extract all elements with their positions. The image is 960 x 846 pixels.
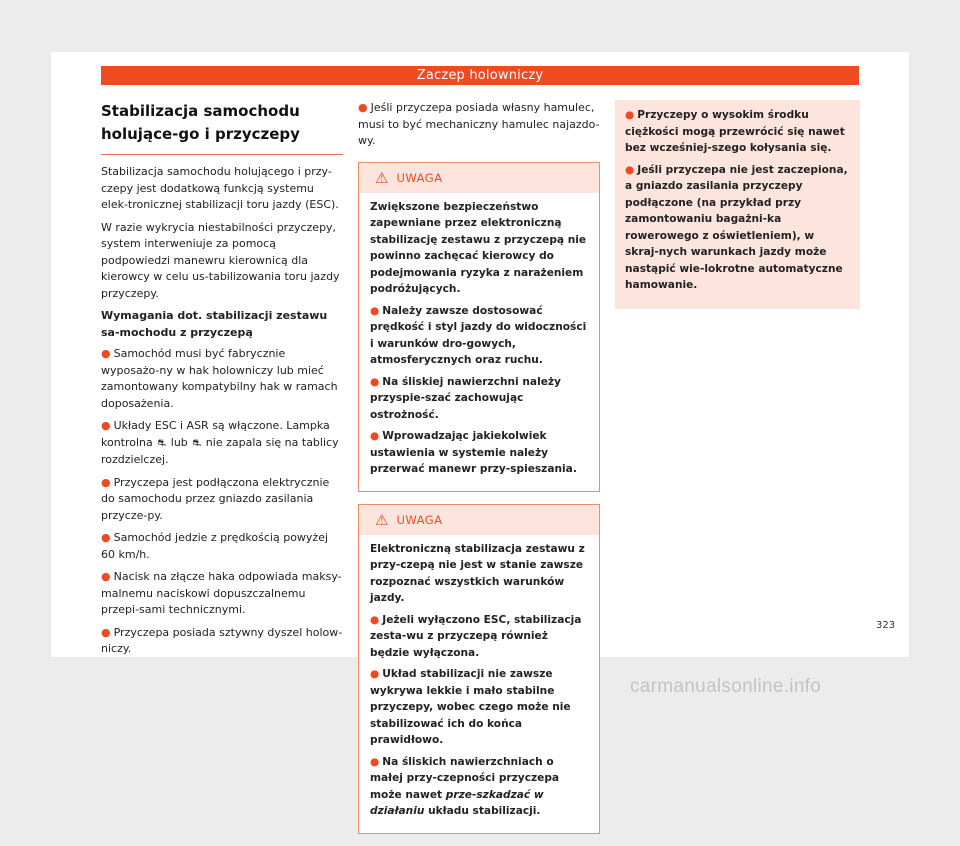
warning-item	[625, 107, 850, 157]
requirement-text: Nacisk na złącze haka odpowiada maksy-malnemu naciskowi dopuszczalnemu przepi-sami technicznymi.	[101, 570, 342, 616]
column-right	[615, 100, 860, 321]
warning-text: Na śliskich nawierzchniach o małej przy-czepności przyczepa może nawet	[370, 755, 560, 801]
warning-text: Na śliskiej nawierzchni należy przyspie-szać zachowując ostrożność.	[370, 375, 561, 421]
warning-text: Przyczepy o wysokim środku ciężkości mogą przewrócić się nawet bez wcześniej-szego kołysania się.	[625, 109, 845, 154]
requirement-text: Przyczepa jest podłączona elektrycznie do samochodu przez gniazdo zasilania przycze-py.	[101, 475, 330, 522]
requirement-item	[101, 418, 343, 469]
warning-text: Układ stabilizacji nie zawsze wykrywa lekkie i mało stabilne przyczepy, wobec czego może nie stabilizować ich do końca prawidłowo.	[370, 668, 571, 746]
warning-item	[370, 754, 589, 820]
warning-text-italic: prze-szkadzać w działaniu	[370, 788, 544, 817]
requirement-text: Układy ESC i ASR są włączone. Lampka kontrolna	[101, 419, 330, 449]
requirement-item	[101, 475, 343, 525]
page-number: 323	[876, 620, 896, 631]
bullet-icon: ●	[101, 347, 111, 360]
warning-body	[359, 193, 599, 491]
requirement-text: lub	[170, 435, 188, 449]
requirement-text: Przyczepa posiada sztywny dyszel holow-niczy.	[101, 625, 343, 655]
requirement-text: Jeśli przyczepa posiada własny hamulec, musi to być mechaniczny hamulec najazdo-wy.	[358, 101, 600, 147]
bullet-icon: ●	[101, 625, 111, 639]
bullet-icon: ●	[370, 668, 380, 680]
warning-lead: Zwiększone bezpieczeństwo zapewniane przez elektroniczną stabilizację zestawu z przyczepą nie powinno zachęcać kierowcy do podejmowania ryzyka z narażeniem podróżujących.	[370, 200, 587, 295]
requirement-item	[358, 100, 600, 150]
requirement-text: nie zapala się na tablicy rozdzielczej.	[101, 435, 339, 466]
bullet-icon: ●	[370, 375, 380, 388]
chapter-header: Zaczep holowniczy	[101, 66, 859, 85]
warning-item	[370, 666, 589, 749]
requirement-item	[101, 346, 343, 412]
warning-text: Należy zawsze dostosować prędkość i styl jazdy do widoczności i warunków dro-gowych, atmosferycznych oraz ruchu.	[370, 304, 587, 366]
warning-item	[370, 612, 589, 662]
warning-box	[358, 504, 600, 834]
requirement-item	[101, 569, 343, 619]
intro-paragraph-1: Stabilizacja samochodu holującego i przy-czepy jest dodatkową funkcją systemu elek-tronicznej stabilizacji toru jazdy (ESC).	[101, 165, 339, 211]
warning-text: Jeżeli wyłączono ESC, stabilizacja zesta-wu z przyczepą również będzie wyłączona.	[370, 613, 582, 659]
warning-label: UWAGA	[396, 512, 443, 527]
watermark: carmanualsonline.info	[630, 676, 822, 697]
esc-off-icon: ⛐	[192, 437, 202, 449]
warning-item	[370, 428, 589, 478]
esc-car-icon: ⛐	[157, 437, 167, 449]
warning-header	[359, 163, 599, 193]
bullet-icon: ●	[358, 101, 368, 114]
requirement-text: Samochód jedzie z prędkością powyżej 60 km/h.	[101, 531, 329, 561]
warning-triangle-icon: ⚠	[375, 510, 389, 529]
warning-text: Jeśli przyczepa nie jest zaczepiona, a gniazdo zasilania przyczepy podłączone (na przykład przy zamontowaniu bagażni-ka rowerowego z oświetleniem), w skraj-nych warunkach jazdy może nastąpić wie-lokrotne automatyczne hamowanie.	[625, 163, 848, 291]
warning-item	[370, 303, 589, 369]
bullet-icon: ●	[370, 755, 380, 768]
warning-body	[615, 100, 860, 309]
warning-body	[359, 535, 599, 833]
warning-continuation	[615, 100, 860, 309]
warning-lead: Elektroniczną stabilizacja zestawu z przy-czepą nie jest w stanie zawsze rozpoznać wszystkich warunków jazdy.	[370, 542, 585, 604]
column-left	[101, 100, 343, 664]
bullet-icon: ●	[625, 109, 635, 121]
bullet-icon: ●	[101, 570, 111, 583]
requirement-item	[101, 530, 343, 563]
section-title: Stabilizacja samochodu holujące-go i przyczepy	[101, 100, 343, 155]
warning-header	[359, 505, 599, 535]
bullet-icon: ●	[101, 531, 111, 544]
warning-text: układu stabilizacji.	[428, 805, 541, 817]
requirement-text: Samochód musi być fabrycznie wyposażo-ny w hak holowniczy lub mieć zamontowany kompatybilny hak w ramach doposażenia.	[101, 347, 338, 410]
warning-label: UWAGA	[396, 170, 443, 185]
warning-box	[358, 162, 600, 492]
bullet-icon: ●	[101, 419, 111, 432]
bullet-icon: ●	[370, 304, 380, 317]
requirement-item	[101, 625, 343, 658]
warning-text: Wprowadzając jakiekolwiek ustawienia w systemie należy przerwać manewr przy-spieszania.	[370, 430, 577, 475]
column-middle	[358, 100, 600, 846]
warning-item	[625, 162, 850, 294]
warning-item	[370, 374, 589, 424]
requirements-heading: Wymagania dot. stabilizacji zestawu sa-mochodu z przyczepą	[101, 309, 328, 339]
bullet-icon: ●	[370, 430, 380, 442]
intro-paragraph-2: W razie wykrycia niestabilności przyczepy, system interweniuje za pomocą podpowiedzi manewru kierownicą dla kierowcy w celu us-tabilizowania toru jazdy przyczepy.	[101, 220, 340, 300]
warning-triangle-icon: ⚠	[375, 168, 389, 187]
bullet-icon: ●	[370, 613, 380, 626]
bullet-icon: ●	[625, 163, 635, 176]
bullet-icon: ●	[101, 475, 111, 489]
